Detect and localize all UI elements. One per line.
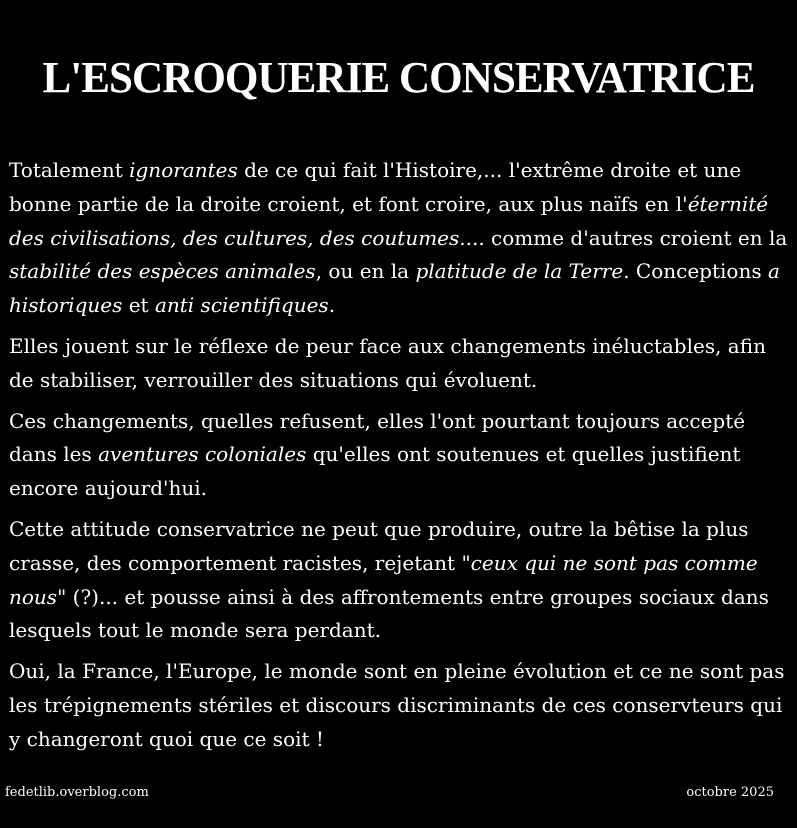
footer-site: fedetlib.overblog.com bbox=[5, 785, 149, 800]
paragraph-3: Ces changements, quelles refusent, elles l'ont pourtant toujours accepté dans les aventures coloniales qu'elles ont soutenues et quelles justifient encore aujourd'hui. bbox=[9, 408, 746, 501]
paragraph-4: Cette attitude conservatrice ne peut que produire, outre la bêtise la plus crasse, des comportement racistes, rejetant "ceux qui ne sont pas comme nous" (?)... et pousse ainsi à des affrontements entre groupes sociaux dans lesquels tout le monde sera perdant. bbox=[9, 516, 769, 643]
paragraph-2: Elles jouent sur le réflexe de peur face aux changements inéluctables, afin de stabiliser, verrouiller des situations qui évoluent. bbox=[9, 333, 766, 392]
page-title: L'ESCROQUERIE CONSERVATRICE bbox=[42, 53, 755, 102]
paragraph-5: Oui, la France, l'Europe, le monde sont en pleine évolution et ce ne sont pas les trépignements stériles et discours discriminants de ces conservteurs qui y changeront quoi que ce soit ! bbox=[9, 659, 785, 751]
footer-date: octobre 2025 bbox=[686, 785, 774, 800]
article-body bbox=[9, 154, 795, 764]
paragraph-1: Totalement ignorantes de ce qui fait l'Histoire,... l'extrême droite et une bonne partie de la droite croient, et font croire, aux plus naïfs en l'éternité des civilisations, des cultures, des coutumes.... comme d'autres croient en la stabilité des espèces animales, ou en la platitude de la Terre. Conceptions a historiques et anti scientifiques. bbox=[9, 158, 788, 318]
